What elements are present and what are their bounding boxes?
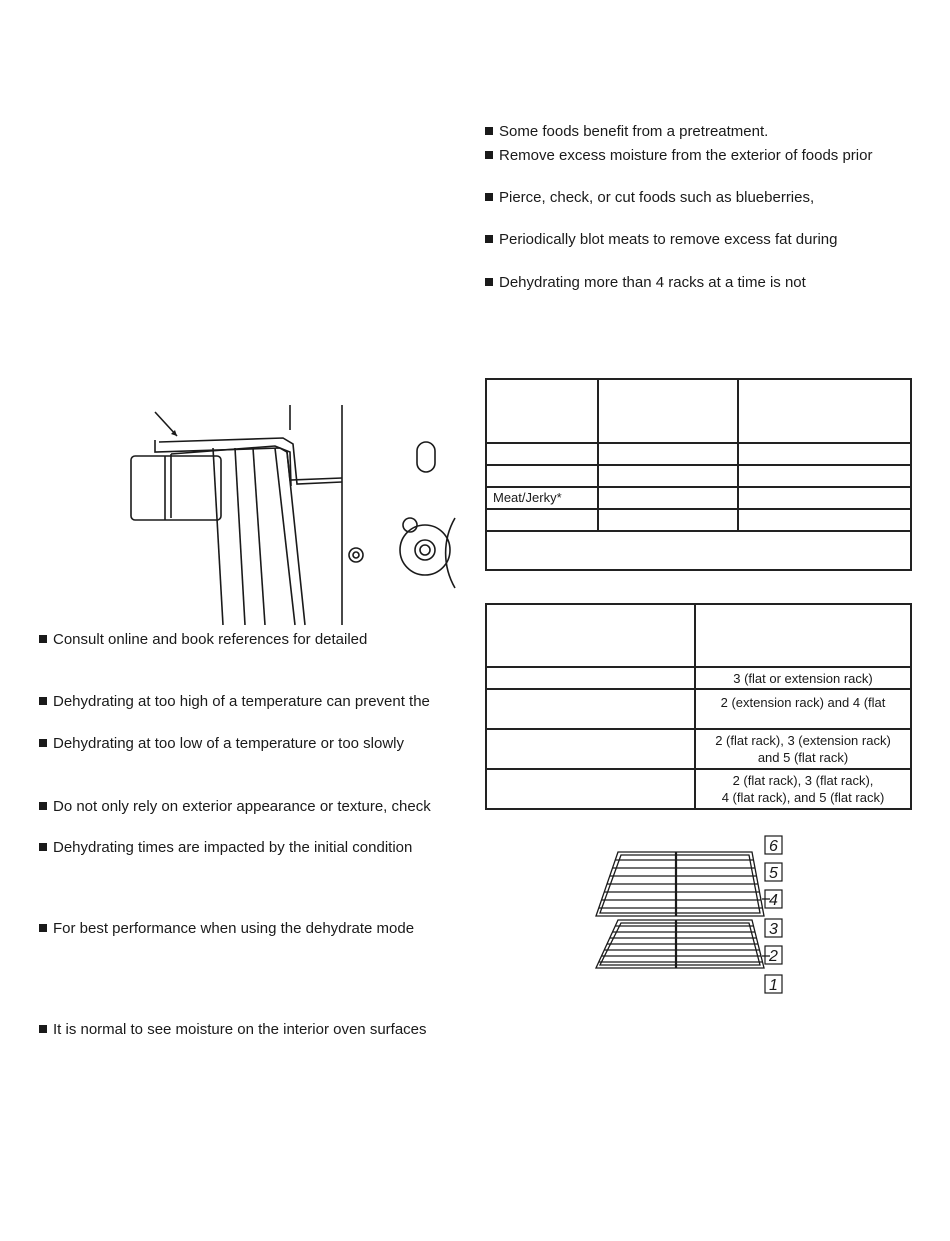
- table-header-cell: [695, 604, 911, 667]
- bullet-blot-meats: Periodically blot meats to remove excess fat during: [485, 231, 838, 249]
- bullet-racks-limit: Dehydrating more than 4 racks at a time is not: [485, 274, 806, 292]
- table-footnote-cell: [486, 531, 911, 570]
- bullet-pierce-foods: Pierce, check, or cut foods such as blueberries,: [485, 189, 814, 207]
- table-row-label: [486, 465, 598, 487]
- table-header-cell: [738, 379, 911, 443]
- rack-position-value: 2 (flat rack), 3 (extension rack) and 5 (flat rack): [695, 729, 911, 769]
- table-header-cell: [486, 379, 598, 443]
- bullet-dehydrating-times: Dehydrating times are impacted by the initial condition: [39, 839, 412, 857]
- rack-position-value: 2 (extension rack) and 4 (flat: [695, 689, 911, 729]
- upper-rack: [596, 852, 764, 916]
- bullet-remove-moisture: Remove excess moisture from the exterior of foods prior: [485, 147, 872, 165]
- rack-positions-illustration: [590, 832, 790, 998]
- bullet-too-high-temp: Dehydrating at too high of a temperature can prevent the: [39, 693, 430, 711]
- rack-position-label: 2: [769, 948, 778, 965]
- table-header-cell: [598, 379, 738, 443]
- rack-position-label: 3: [769, 921, 778, 938]
- bullet-check-texture: Do not only rely on exterior appearance or texture, check: [39, 798, 431, 816]
- rack-position-label: 5: [769, 865, 778, 882]
- oven-vent-illustration: [125, 400, 460, 628]
- rack-position-value: 2 (flat rack), 3 (flat rack), 4 (flat rack), and 5 (flat rack): [695, 769, 911, 809]
- rack-position-label: 4: [769, 892, 778, 909]
- food-table: [485, 378, 912, 571]
- table-row-label: [486, 509, 598, 531]
- rack-position-table: [485, 603, 912, 810]
- table-row-label: [486, 443, 598, 465]
- bullet-pretreatment: Some foods benefit from a pretreatment.: [485, 123, 768, 141]
- rack-position-label: 1: [769, 977, 778, 994]
- bullet-too-low-temp: Dehydrating at too low of a temperature or too slowly: [39, 735, 404, 753]
- lower-rack: [596, 920, 764, 968]
- table-row-label: Meat/Jerky*: [486, 487, 598, 509]
- table-header-cell: [486, 604, 695, 667]
- bullet-normal-moisture: It is normal to see moisture on the interior oven surfaces: [39, 1021, 427, 1039]
- rack-position-value: 3 (flat or extension rack): [695, 667, 911, 689]
- rack-position-label: 6: [769, 838, 778, 855]
- bullet-best-performance: For best performance when using the dehydrate mode: [39, 920, 414, 938]
- bullet-consult-references: Consult online and book references for detailed: [39, 631, 367, 649]
